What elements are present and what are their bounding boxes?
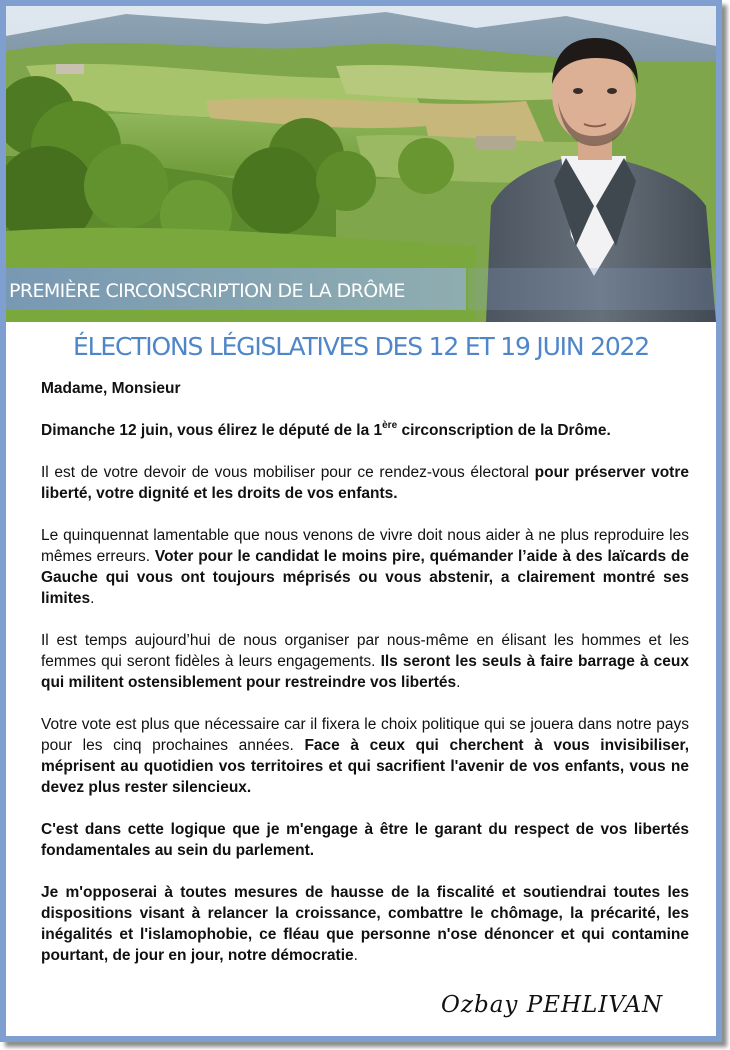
header-banner <box>6 6 716 322</box>
constituency-caption: PREMIÈRE CIRCONSCRIPTION DE LA DRÔME <box>6 268 466 310</box>
paragraph-2-bold: pour préserver votre liberté, votre dignité et les droits de vos enfants. <box>41 464 689 502</box>
paragraph-5-bold: Face à ceux qui cherchent à vous invisibiliser, méprisent au quotidien vos territoires et qui sacrifient l'avenir de vos enfants, vous ne devez plus rester silencieux. <box>41 737 690 796</box>
salutation: Madame, Monsieur <box>41 380 181 397</box>
paragraph-4-end: . <box>456 674 461 691</box>
letter-body <box>41 378 689 987</box>
paragraph-7-bold: Je m'opposerai à toutes mesures de hausse de la fiscalité et soutiendrai toutes les dispositions visant à relancer la croissance, combattre le chômage, la précarité, les inégalités et l'islamophobie, ce fléau que personne n'ose dénoncer et qui contamine pourtant, de jour en jour, notre démocratie <box>41 884 689 964</box>
paragraph-3 <box>41 525 689 609</box>
ordinal-suffix: ère <box>382 419 398 431</box>
paragraph-2-text: Il est de votre devoir de vous mobiliser pour ce rendez-vous électoral <box>41 464 535 481</box>
paragraph-1-end: circonscription de la Drôme. <box>397 422 611 439</box>
paragraph-1 <box>41 420 689 441</box>
paragraph-3-end: . <box>90 590 95 607</box>
election-title: ÉLECTIONS LÉGISLATIVES DES 12 ET 19 JUIN 2022 <box>73 332 649 361</box>
paragraph-2 <box>41 462 689 504</box>
signature: Ozbay PEHLIVAN <box>441 992 664 1018</box>
paragraph-7 <box>41 882 689 966</box>
paragraph-1-text: Dimanche 12 juin, vous élirez le député de la 1 <box>41 422 383 439</box>
paragraph-4-text: Il est temps aujourd’hui de nous organiser par nous-même en élisant les hommes et les femmes qui seront fidèles à leurs engagements. <box>41 632 689 670</box>
paragraph-3-bold: Voter pour le candidat le moins pire, quémander l’aide à des laïcards de Gauche qui vous ont toujours méprisés ou vous abstenir, a clairement montré ses limites <box>41 548 689 607</box>
paragraph-7-end: . <box>353 947 358 964</box>
paragraph-4 <box>41 630 689 693</box>
paragraph-5 <box>41 714 689 798</box>
paragraph-6: C'est dans cette logique que je m'engage à être le garant du respect de vos libertés fondamentales au sein du parlement. <box>41 821 689 859</box>
paragraph-3-text: Le quinquennat lamentable que nous venons de vivre doit nous aider à ne plus reproduire les mêmes erreurs. <box>41 527 689 565</box>
paragraph-4-bold: Ils seront les seuls à faire barrage à ceux qui militent ostensiblement pour restreindre vos libertés <box>41 653 689 691</box>
paragraph-5-text: Votre vote est plus que nécessaire car il fixera le choix politique qui se jouera dans notre pays pour les cinq prochaines années. <box>41 716 689 754</box>
